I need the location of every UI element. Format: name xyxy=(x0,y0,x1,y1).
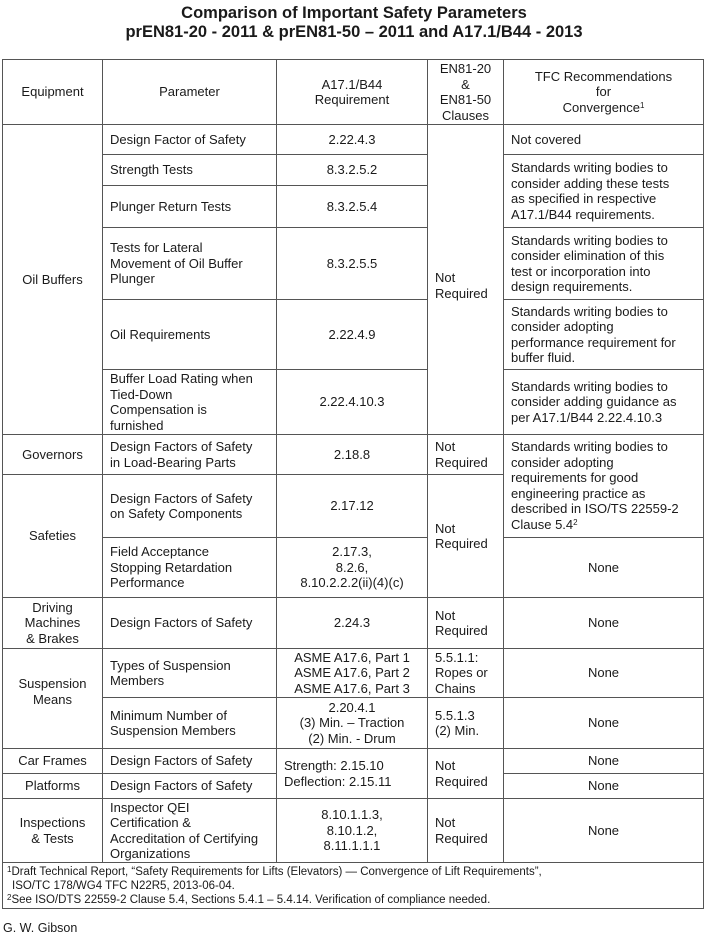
a17-cell xyxy=(276,597,428,649)
en81-text: Not Required xyxy=(435,815,488,846)
en81-text: Not Required xyxy=(435,270,488,301)
parameter-text: Inspector QEI Certification & Accreditation of Certifying Organizations xyxy=(110,799,259,861)
footnote-ref-1: 1 xyxy=(639,100,645,110)
tfc-text: Standards writing bodies to consider adopting performance requirement for buffer fluid. xyxy=(511,303,676,365)
tfc-text: Standards writing bodies to consider adopting requirements for good engineering practice as described in ISO/TS 22559-2 Clause 5.4 xyxy=(511,439,679,532)
equipment-label: Suspension Means xyxy=(18,676,87,707)
tfc-text: None xyxy=(587,615,620,631)
en81-cell xyxy=(427,124,504,435)
en81-cell xyxy=(427,748,504,799)
parameter-cell xyxy=(102,537,277,598)
document-subtitle: prEN81-20 - 2011 & prEN81-50 – 2011 and A17.1/B44 - 2013 xyxy=(125,23,583,41)
header-tfc-text-wrap xyxy=(535,69,672,116)
tfc-text: Standards writing bodies to consider adding these tests as specified in respective A17.1/B44 requirements. xyxy=(511,160,670,222)
a17-text: 2.20.4.1 (3) Min. – Traction (2) Min. - Drum xyxy=(299,699,405,746)
parameter-cell xyxy=(102,597,277,649)
a17-cell xyxy=(276,798,428,863)
equipment-car-frames xyxy=(2,748,103,774)
tfc-cell xyxy=(503,798,704,863)
parameter-cell xyxy=(102,748,277,774)
a17-cell xyxy=(276,434,428,475)
tfc-text: None xyxy=(587,559,620,575)
equipment-platforms xyxy=(2,773,103,799)
header-en81-text: EN81-20 & EN81-50 Clauses xyxy=(439,61,492,123)
en81-cell xyxy=(427,434,504,475)
tfc-cell xyxy=(503,154,704,228)
equipment-label: Inspections & Tests xyxy=(19,815,86,846)
a17-cell xyxy=(276,748,428,799)
en81-text: Not Required xyxy=(435,520,488,551)
tfc-text: Not covered xyxy=(511,131,582,147)
parameter-cell xyxy=(102,773,277,799)
en81-text: Not Required xyxy=(435,607,488,638)
header-a17-text: A17.1/B44 Requirement xyxy=(314,76,390,107)
a17-text: 2.24.3 xyxy=(333,615,371,631)
header-parameter xyxy=(102,59,277,125)
parameter-text: Design Factors of Safety xyxy=(110,753,253,769)
a17-cell xyxy=(276,124,428,155)
tfc-cell xyxy=(503,537,704,598)
footnotes xyxy=(2,862,704,909)
equipment-label: Car Frames xyxy=(18,753,87,769)
tfc-text: None xyxy=(587,778,620,794)
a17-cell xyxy=(276,697,428,749)
equipment-label: Oil Buffers xyxy=(22,271,83,287)
tfc-text: None xyxy=(587,665,620,681)
document-title: Comparison of Important Safety Parameters xyxy=(181,4,527,22)
a17-text: 2.22.4.9 xyxy=(328,326,376,342)
equipment-label: Governors xyxy=(22,446,83,462)
tfc-cell xyxy=(503,299,704,370)
a17-cell xyxy=(276,648,428,698)
tfc-cell xyxy=(503,697,704,749)
parameter-cell xyxy=(102,124,277,155)
footnote-2-mark: 2 xyxy=(7,893,12,902)
a17-text: 8.3.2.5.2 xyxy=(326,162,378,178)
en81-text: 5.5.1.3 (2) Min. xyxy=(435,707,480,738)
tfc-cell xyxy=(503,369,704,435)
a17-text: 2.22.4.3 xyxy=(328,131,376,147)
tfc-text: None xyxy=(587,715,620,731)
footnote-ref-2: 2 xyxy=(573,517,578,527)
header-equipment-text: Equipment xyxy=(21,84,84,100)
parameter-cell xyxy=(102,474,277,538)
equipment-governors xyxy=(2,434,103,475)
en81-text: Not Required xyxy=(435,439,488,470)
tfc-text: None xyxy=(587,753,620,769)
tfc-cell xyxy=(503,648,704,698)
tfc-cell xyxy=(503,434,704,538)
en81-cell xyxy=(427,474,504,598)
parameter-cell xyxy=(102,299,277,370)
parameter-cell xyxy=(102,369,277,435)
a17-text: 2.17.12 xyxy=(330,498,374,514)
tfc-cell xyxy=(503,597,704,649)
equipment-label: Driving Machines & Brakes xyxy=(24,599,81,646)
equipment-driving-machines xyxy=(2,597,103,649)
tfc-cell xyxy=(503,773,704,799)
a17-cell xyxy=(276,537,428,598)
parameter-cell xyxy=(102,648,277,698)
a17-text: 8.3.2.5.4 xyxy=(326,198,378,214)
tfc-cell xyxy=(503,124,704,155)
parameter-text: Buffer Load Rating when Tied-Down Compensation is furnished xyxy=(110,371,253,433)
parameter-text: Strength Tests xyxy=(110,162,193,178)
parameter-text: Minimum Number of Suspension Members xyxy=(110,707,236,738)
en81-cell xyxy=(427,798,504,863)
parameter-text: Design Factors of Safety on Safety Components xyxy=(110,490,253,521)
en81-cell xyxy=(427,597,504,649)
parameter-text: Design Factors of Safety in Load-Bearing Parts xyxy=(110,439,253,470)
parameter-cell xyxy=(102,185,277,228)
header-tfc-text: TFC Recommendations for Convergence xyxy=(534,68,673,115)
en81-cell xyxy=(427,697,504,749)
tfc-text: None xyxy=(587,822,620,838)
parameter-text: Oil Requirements xyxy=(110,326,211,342)
a17-cell xyxy=(276,369,428,435)
en81-text: 5.5.1.1: Ropes or Chains xyxy=(435,649,488,696)
author: G. W. Gibson xyxy=(3,921,78,935)
a17-text: 2.22.4.10.3 xyxy=(319,394,385,410)
a17-text: 2.18.8 xyxy=(333,446,371,462)
equipment-oil-buffers xyxy=(2,124,103,435)
parameter-text: Design Factor of Safety xyxy=(110,131,246,147)
tfc-text-wrap xyxy=(511,439,696,532)
footnote-2 xyxy=(7,893,699,907)
footnote-1-line2: ISO/TC 178/WG4 TFC N22R5, 2013-06-04. xyxy=(12,880,235,892)
tfc-cell xyxy=(503,227,704,300)
tfc-text: Standards writing bodies to consider elimination of this test or incorporation into design requirements. xyxy=(511,232,668,294)
equipment-suspension-means xyxy=(2,648,103,749)
a17-text: Strength: 2.15.10 Deflection: 2.15.11 xyxy=(284,758,392,789)
header-parameter-text: Parameter xyxy=(159,84,220,100)
parameter-cell xyxy=(102,697,277,749)
parameter-text: Types of Suspension Members xyxy=(110,657,231,688)
a17-text: 8.3.2.5.5 xyxy=(326,255,378,271)
equipment-label: Platforms xyxy=(25,778,80,794)
en81-text: Not Required xyxy=(435,758,488,789)
parameter-text: Plunger Return Tests xyxy=(110,198,232,214)
parameter-text: Tests for Lateral Movement of Oil Buffer Plunger xyxy=(110,240,243,287)
parameter-text: Field Acceptance Stopping Retardation Performance xyxy=(110,544,233,591)
header-equipment xyxy=(2,59,103,125)
a17-cell xyxy=(276,154,428,186)
a17-text: ASME A17.6, Part 1 ASME A17.6, Part 2 ASME A17.6, Part 3 xyxy=(294,649,410,696)
tfc-cell xyxy=(503,748,704,774)
header-en81 xyxy=(427,59,504,125)
parameter-cell xyxy=(102,798,277,863)
a17-cell xyxy=(276,299,428,370)
header-tfc xyxy=(503,59,704,125)
header-a17 xyxy=(276,59,428,125)
parameter-text: Design Factors of Safety xyxy=(110,778,253,794)
a17-cell xyxy=(276,185,428,228)
equipment-safeties xyxy=(2,474,103,598)
tfc-text: Standards writing bodies to consider adding guidance as per A17.1/B44 2.22.4.10.3 xyxy=(511,378,677,425)
parameter-text: Design Factors of Safety xyxy=(110,615,253,631)
a17-text: 8.10.1.1.3, 8.10.1.2, 8.11.1.1.1 xyxy=(321,807,383,854)
footnote-1-line1: Draft Technical Report, “Safety Requirements for Lifts (Elevators) — Convergence of Lift Requirements”, xyxy=(11,866,542,878)
a17-text: 2.17.3, 8.2.6, 8.10.2.2.2(ii)(4)(c) xyxy=(300,544,404,591)
a17-cell xyxy=(276,227,428,300)
parameter-cell xyxy=(102,227,277,300)
parameter-cell xyxy=(102,434,277,475)
a17-cell xyxy=(276,474,428,538)
footnote-1-mark: 1 xyxy=(7,865,12,874)
parameter-cell xyxy=(102,154,277,186)
footnote-2-text: See ISO/DTS 22559-2 Clause 5.4, Sections 5.4.1 – 5.4.14. Verification of compliance needed. xyxy=(11,894,491,906)
en81-cell xyxy=(427,648,504,698)
equipment-inspections xyxy=(2,798,103,863)
footnote-1 xyxy=(7,865,699,879)
equipment-label: Safeties xyxy=(29,528,76,544)
